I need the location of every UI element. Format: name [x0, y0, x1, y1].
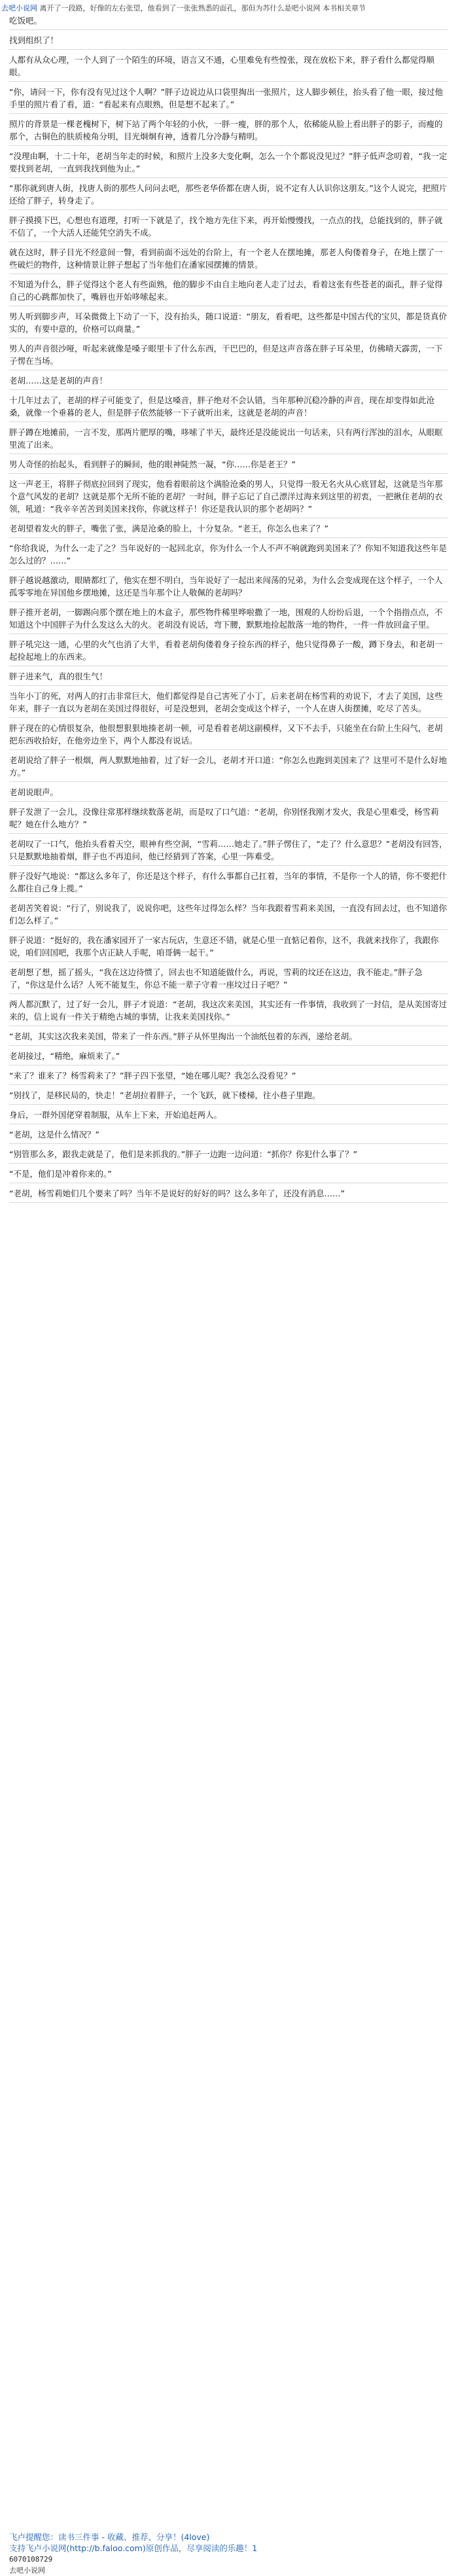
paragraph [9, 934, 448, 962]
paragraph-text: 胖子越说越激动，眼睛都红了，他实在想不明白，当年说好了一起出来闯荡的兄弟，为什么会变成现在这个样子，一个人孤零零地在异国他乡摆地摊，这还是当年那个让人敬佩的老胡吗？ [9, 575, 443, 598]
paragraph [9, 1030, 448, 1046]
paragraph-divider [9, 473, 448, 474]
paragraph [9, 1089, 448, 1105]
paragraph-divider [9, 685, 448, 686]
paragraph-text: 照片的背景是一棵老槐树下，树下站了两个年轻的小伙，一胖一瘦，胖的那个人，依稀能从脸上看出胖子的影子，而瘦的那个，古铜色的肤质棱角分明，目光炯炯有神，透着几分冷静与精明。 [9, 119, 443, 141]
paragraph-text: “别找了，是移民局的，快走！”老胡拉着胖子，一个飞跃，就下楼梯，往小巷子里跑。 [9, 1090, 321, 1100]
paragraph-text: 胖子没好气地说：“都这么多年了，你还是这个样子，有什么事都自己扛着，当年的事情，不是你一个人的错，你不要把什么都往自己身上揽。” [9, 871, 447, 893]
paragraph [9, 1168, 448, 1183]
paragraph [9, 394, 448, 422]
footer-id: 6070108729 [9, 2555, 53, 2564]
paragraph [9, 246, 448, 274]
paragraph-divider [9, 1163, 448, 1164]
footer [9, 2531, 448, 2576]
paragraph-divider [9, 865, 448, 866]
paragraph-text: 就在这时，胖子目光不经意间一瞥，看到前面不远处的台阶上，有一个老人在摆地摊，那老人佝偻着身子，在地上摆了一些破烂的物件，这种情景让胖子想起了当年他们在潘家园摆摊的情景。 [9, 247, 443, 270]
chapter-content [9, 14, 448, 2534]
paragraph-divider [9, 81, 448, 82]
paragraph [9, 606, 448, 634]
paragraph-text: 两人都沉默了，过了好一会儿，胖子才说道：“老胡，我这次来美国，其实还有一件事情，我收到了一封信，是从美国寄过来的，信上说有一件关于精绝古城的事情，让我来美国找你。” [9, 999, 447, 1022]
paragraph-text: 老胡……这是老胡的声音！ [9, 376, 108, 385]
paragraph-text: “来了？谁来了？杨雪莉来了？”胖子四下张望，“她在哪儿呢？我怎么没看见？” [9, 1071, 296, 1081]
paragraph-text: “那你就到唐人街，找唐人街的那些人问问去吧，那些老华侨都在唐人街，说不定有人认识你这朋友。”这个人说完，把照片还给了胖子，转身走了。 [9, 183, 448, 206]
paragraph [9, 118, 448, 146]
paragraph [9, 150, 448, 178]
paragraph [9, 54, 448, 82]
paragraph-text: “老胡，这是什么情况？” [9, 1130, 99, 1139]
paragraph [9, 1148, 448, 1164]
paragraph-text: 男人奇怪的抬起头，看到胖子的瞬间，他的眼神陡然一凝，“你……你是老王？” [9, 459, 296, 469]
paragraph [9, 1187, 448, 1203]
paragraph [9, 374, 448, 390]
paragraph [9, 1050, 448, 1065]
paragraph-text: 老胡说给了胖子一根烟，两人默默地抽着，过了好一会儿，老胡才开口道：“你怎么也跑到美国来了？这里可不是什么好地方。” [9, 755, 447, 778]
paragraph [9, 458, 448, 474]
paragraph-text: 胖子蹲在地摊前，一言不发，那两片肥厚的嘴，哆嗦了半天，最终还是没能说出一句话来，只有两行浑浊的泪水，从眼眶里流了出来。 [9, 427, 443, 450]
paragraph-text: 胖子吼完这一通，心里的火气也消了大半，看着老胡佝偻着身子捡东西的样子，他只觉得鼻子一酸，蹲下身去，和老胡一起捡起地上的东西来。 [9, 639, 443, 662]
paragraph [9, 542, 448, 570]
header-line [1, 3, 453, 13]
paragraph [9, 278, 448, 306]
paragraph-text: “你，请问一下，你有没有见过这个人啊？”胖子边说边从口袋里掏出一张照片，这人脚步顿住，抬头看了他一眼，接过他手里的照片看了看，道：“看起来有点眼熟，但是想不起来了。” [9, 87, 443, 109]
paragraph-text: 吃饭吧。 [9, 16, 43, 26]
paragraph-divider [9, 961, 448, 962]
paragraph-text: 老胡说眼声。 [9, 787, 59, 797]
paragraph [9, 34, 448, 50]
paragraph-divider [9, 897, 448, 898]
paragraph-text: “老胡，杨雪莉她们几个要来了吗？当年不是说好的好好的吗？这么多年了，还没有消息……” [9, 1189, 345, 1198]
paragraph [9, 998, 448, 1026]
paragraph-divider [9, 209, 448, 210]
paragraph-divider [9, 993, 448, 994]
paragraph-divider [9, 833, 448, 834]
paragraph [9, 902, 448, 930]
paragraph [9, 870, 448, 898]
paragraph [9, 1128, 448, 1144]
paragraph [9, 638, 448, 666]
paragraph [9, 838, 448, 866]
paragraph-text: 老胡想了想，摇了摇头，“我在这边待惯了，回去也不知道能做什么，再说，雪莉的坟还在这边，我不能走。”胖子急了，“你这是什么话？人死不能复生，你总不能一辈子守着一座坟过日子吧？” [9, 967, 423, 990]
paragraph-text: 胖子发泄了一会儿，没像往常那样继续数落老胡，而是叹了口气道：“老胡，你别怪我刚才发火，我是心里难受，杨雪莉呢？她在什么地方？” [9, 807, 439, 829]
paragraph [9, 1069, 448, 1085]
paragraph-divider [9, 389, 448, 390]
paragraph [9, 806, 448, 834]
paragraph-divider [9, 113, 448, 114]
paragraph-text: 老胡望着发火的胖子，嘴张了张，满是沧桑的脸上，十分复杂。“老王，你怎么也来了？” [9, 524, 328, 533]
paragraph-text: 胖子摸摸下巴，心想也有道理，打听一下就是了，找个地方先住下来，再开始慢慢找，一点点的找，总能找到的，胖子就不信了，一个大活人还能凭空消失不成。 [9, 215, 443, 238]
paragraph-text: 身后，一群外国佬穿着制服，从车上下来，开始追赶两人。 [9, 1110, 222, 1120]
paragraph-text: 胖子说道：“挺好的，我在潘家园开了一家古玩店，生意还不错，就是心里一直惦记着你，这不，我就来找你了，我跟你说，咱们回国吧，我那个店正缺人手呢，咱哥俩一起干。” [9, 935, 439, 957]
paragraph [9, 722, 448, 750]
paragraph-divider [9, 421, 448, 422]
paragraph-text: 找到组织了！ [9, 35, 59, 45]
paragraph-text: 胖子推开老胡，一脚踢向那个摆在地上的木盒子，那些物件稀里哗啦撒了一地，围观的人纷纷后退，一个个指指点点，不知道这个中国胖子为什么发这么大的火。老胡没有说话，弯下腰，默默地捡起散落一地的物件，一件一件放回盒子里。 [9, 607, 443, 630]
paragraph-text: “不是，他们是冲着你来的。” [9, 1169, 112, 1179]
paragraph [9, 426, 448, 454]
paragraph-text: 老胡接过，“精绝，麻烦来了。” [9, 1051, 120, 1061]
paragraph [9, 670, 448, 686]
footer-support-link[interactable]: 支持飞卢小说网(http://b.faloo.com)原创作品，尽享阅读的乐趣！1 [9, 2543, 258, 2553]
paragraph-divider [9, 929, 448, 930]
paragraph-divider [9, 29, 448, 30]
paragraph-divider [9, 1045, 448, 1046]
paragraph-divider [9, 749, 448, 750]
paragraph-divider [9, 49, 448, 50]
paragraph-divider [9, 569, 448, 570]
paragraph [9, 182, 448, 210]
paragraph-divider [9, 1202, 448, 1203]
paragraph-divider [9, 801, 448, 802]
paragraph-text: “没理由啊，十二十年，老胡当年走的时候，和照片上没多大变化啊，怎么一个个都说没见过？”胖子低声念叨着，“我一定要找到老胡，一直到我找到他为止。” [9, 151, 448, 173]
paragraph-text: 老胡苦笑着说：“行了，别说我了，说说你吧，这些年过得怎么样？当年我跟着雪莉来美国，一直没有回去过，也不知道你们怎么样了。” [9, 903, 447, 925]
paragraph-divider [9, 601, 448, 602]
footer-site[interactable]: 去吧小说网 [9, 2566, 45, 2575]
paragraph-text: 胖子进来气，真的很生气！ [9, 671, 108, 681]
paragraph [9, 690, 448, 718]
paragraph-divider [9, 1143, 448, 1144]
paragraph-divider [9, 781, 448, 782]
paragraph-text: 不知道为什么，胖子觉得这个老人有些面熟，他的脚步不由自主地向老人走了过去，看着这张有些苍老的面孔，胖子觉得自己的心跳都加快了，嘴唇也开始哆嗦起来。 [9, 279, 443, 302]
paragraph [9, 342, 448, 370]
paragraph [9, 86, 448, 114]
paragraph-divider [9, 1104, 448, 1105]
paragraph-text: 这一声老王，将胖子彻底拉回到了现实，他看着眼前这个满脸沧桑的男人，只觉得一股无名火从心底冒起，这就是当年那个意气风发的老胡？这就是那个无所不能的老胡？一时间，胖子忘记了自己漂洋过海来到这里的初衷，一把揪住老胡的衣领，吼道：“我辛辛苦苦到美国来找你，你就这样子！你还是我认识的那个老胡吗？” [9, 479, 443, 514]
paragraph-text: 男人听到脚步声，耳朵微微上下动了一下，没有抬头，随口说道：“朋友，看看吧，这些都是中国古代的宝贝，都是货真价实的，有要中意的，价格可以商量。” [9, 312, 447, 334]
paragraph-text: 当年小丁的死，对两人的打击非常巨大，他们都觉得是自己害死了小丁，后来老胡在杨雪莉的劝说下，才去了美国，这些年来，胖子一直以为老胡在美国过得很好，可是没想到，老胡会变成这个样子，一个人在唐人街摆摊，吃尽了苦头。 [9, 691, 443, 713]
paragraph-divider [9, 145, 448, 146]
paragraph-divider [9, 537, 448, 538]
paragraph [9, 214, 448, 242]
header-site-link[interactable]: 去吧小说网 [1, 4, 37, 12]
paragraph [9, 522, 448, 538]
paragraph [9, 14, 448, 30]
paragraph-divider [9, 241, 448, 242]
paragraph [9, 478, 448, 518]
paragraph-text: “你给我说，为什么一走了之？当年说好的一起回北京，你为什么一个人不声不响就跑到美国来了？你知不知道我这些年是怎么过的？……” [9, 543, 447, 565]
paragraph [9, 966, 448, 994]
paragraph-divider [9, 177, 448, 178]
paragraph-divider [9, 1084, 448, 1085]
paragraph [9, 574, 448, 602]
paragraph-text: 人都有从众心理，一个人到了一个陌生的环境，语言又不通，心里难免有些惶张，现在放松下来，胖子看什么都觉得顺眼。 [9, 55, 435, 77]
paragraph [9, 310, 448, 338]
paragraph-text: 胖子现在的心情很复杂，他很想狠狠地揍老胡一顿，可是看着老胡这副模样，又下不去手，只能坐在台阶上生闷气，老胡把东西收拾好，在他旁边坐下，两个人都没有说话。 [9, 723, 443, 745]
footer-promo: 飞卢提醒您：读书三件事 - 收藏、推荐、分享！(4love) [9, 2532, 210, 2542]
paragraph-text: 老胡叹了一口气，他抬头看着天空，眼神有些空洞，“雪莉……她走了。”胖子愣住了，“走了？什么意思？”老胡没有回答，只是默默地抽着烟，胖子也不再追问，他已经猜到了答案，心里一阵难受。 [9, 839, 448, 861]
paragraph-text: 十几年过去了，老胡的样子可能变了，但是这嗓音，胖子绝对不会认错，当年那种沉稳冷静的声音，现在却变得如此沧桑，就像一个垂暮的老人，但是胖子依然能够一下子就听出来，这就是老胡的声音！ [9, 395, 435, 418]
paragraph-text: “老胡，其实这次我来美国，带来了一件东西。”胖子从怀里掏出一个油纸包着的东西，递给老胡。 [9, 1031, 357, 1041]
paragraph-text: “别管那么多，跟我走就是了，他们是来抓我的。”胖子一边跑一边问道：“抓你？你犯什么事了？” [9, 1149, 358, 1159]
paragraph-divider [9, 717, 448, 718]
paragraph [9, 1109, 448, 1124]
paragraph-text: 男人的声音很沙哑，听起来就像是嗓子眼里卡了什么东西，干巴巴的，但是这声音落在胖子耳朵里，仿佛晴天霹雳，一下子愣在当场。 [9, 344, 443, 366]
paragraph [9, 786, 448, 802]
paragraph [9, 754, 448, 782]
header-text: 离开了一段路，好像的左右张望，他看到了一张张熟悉的面孔，那但为苏什么是吧小说网 本书相关章节 [39, 4, 366, 12]
